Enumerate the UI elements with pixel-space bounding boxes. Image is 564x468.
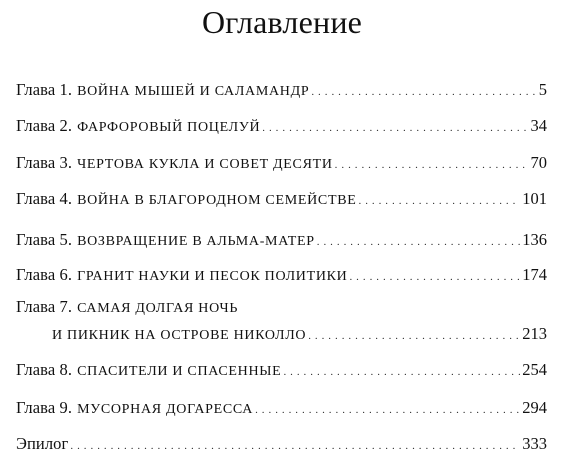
chapter-title-continuation: И ПИКНИК НА ОСТРОВЕ НИКОЛЛО <box>52 328 307 343</box>
chapter-title: МУСОРНАЯ ДОГАРЕССА <box>77 402 254 417</box>
toc-entry-chapter-1[interactable] <box>16 80 547 102</box>
page-number: 333 <box>522 434 547 453</box>
toc-entry-chapter-2[interactable] <box>16 116 547 138</box>
toc-entry-chapter-4[interactable] <box>16 189 547 211</box>
page-number: 294 <box>522 398 547 417</box>
chapter-number: Глава 1. <box>16 80 73 99</box>
dot-leader <box>349 265 520 287</box>
dot-leader <box>335 153 529 175</box>
page-number: 34 <box>530 116 547 135</box>
chapter-number: Глава 8. <box>16 360 73 379</box>
chapter-title: ГРАНИТ НАУКИ И ПЕСОК ПОЛИТИКИ <box>77 269 348 284</box>
chapter-title: ВОЙНА МЫШЕЙ И САЛАМАНДР <box>77 84 310 99</box>
toc-entry-chapter-9[interactable] <box>16 398 547 420</box>
chapter-title: ФАРФОРОВЫЙ ПОЦЕЛУЙ <box>77 120 261 135</box>
chapter-title: СПАСИТЕЛИ И СПАСЕННЫЕ <box>77 364 282 379</box>
dot-leader <box>283 360 520 382</box>
chapter-number: Глава 6. <box>16 265 73 284</box>
chapter-number: Глава 4. <box>16 189 73 208</box>
chapter-title: ВОЗВРАЩЕНИЕ В АЛЬМА-МАТЕР <box>77 234 315 249</box>
page-number: 136 <box>522 230 547 249</box>
chapter-title: САМАЯ ДОЛГАЯ НОЧЬ <box>77 301 239 316</box>
chapter-title: ЧЕРТОВА КУКЛА И СОВЕТ ДЕСЯТИ <box>77 157 333 172</box>
page-title: Оглавление <box>201 4 363 40</box>
dot-leader <box>317 230 520 252</box>
dot-leader <box>255 398 520 420</box>
toc-entry-chapter-7[interactable] <box>16 297 547 346</box>
toc-entry-chapter-6[interactable] <box>16 265 547 287</box>
page-number: 174 <box>522 265 547 284</box>
dot-leader <box>262 116 528 138</box>
chapter-title: ВОЙНА В БЛАГОРОДНОМ СЕМЕЙСТВЕ <box>77 193 357 208</box>
dot-leader <box>359 189 521 211</box>
page-number: 101 <box>522 189 547 208</box>
chapter-number: Глава 5. <box>16 230 73 249</box>
chapter-number: Глава 3. <box>16 153 73 172</box>
page-number: 5 <box>538 80 547 99</box>
toc-entry-chapter-5[interactable] <box>16 230 547 252</box>
page-number: 70 <box>530 153 547 172</box>
toc-entry-chapter-8[interactable] <box>16 360 547 382</box>
chapter-number: Глава 9. <box>16 398 73 417</box>
dot-leader <box>308 324 520 346</box>
toc-entry-chapter-3[interactable] <box>16 153 547 175</box>
chapter-number: Глава 2. <box>16 116 73 135</box>
dot-leader <box>70 434 520 456</box>
page-number: 254 <box>522 360 547 379</box>
toc-entry-epilogue[interactable] <box>16 434 547 456</box>
dot-leader <box>311 80 536 102</box>
chapter-number: Глава 7. <box>16 297 73 316</box>
epilogue-label: Эпилог <box>16 434 69 453</box>
page-number: 213 <box>522 324 547 343</box>
